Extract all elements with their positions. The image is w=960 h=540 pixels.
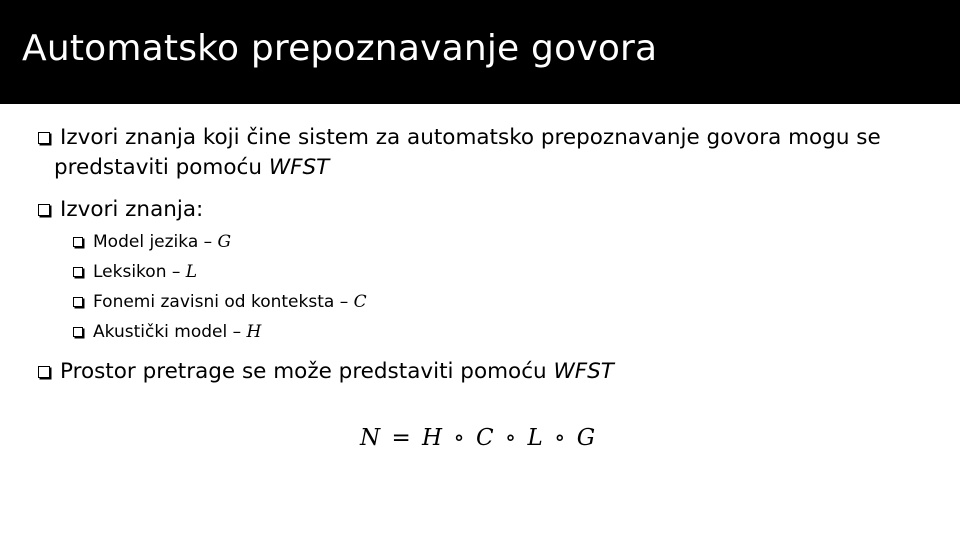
sub-bullet-symbol: C: [353, 292, 367, 312]
hollow-square-bullet-icon: [38, 132, 50, 144]
formula-term-h: H: [422, 425, 443, 451]
bullet-text-line-1: Izvori znanja koji čine sistem za automatsko prepoznavanje govora mogu se: [60, 125, 881, 150]
bullet-text: [60, 357, 614, 387]
formula-term-c: C: [476, 425, 494, 451]
sub-bullet-text: Leksikon –: [93, 262, 186, 282]
sub-bullet-text: Akustički model –: [93, 322, 247, 342]
formula-term-l: L: [527, 425, 543, 451]
hollow-square-bullet-icon: [73, 297, 83, 307]
sub-bullet-text: Fonemi zavisni od konteksta –: [93, 292, 354, 312]
sub-bullet-symbol: G: [217, 232, 232, 252]
formula-compose-op: ∘: [554, 425, 566, 451]
formula-compose-op: ∘: [453, 425, 465, 451]
bullet-text-line-2-plain: predstaviti pomoću: [54, 155, 269, 180]
slide-title: Automatsko prepoznavanje govora: [22, 28, 658, 69]
sub-bullet-symbol: L: [185, 262, 198, 282]
bullet-text-line-2: [54, 153, 329, 183]
hollow-square-bullet-icon: [73, 267, 83, 277]
formula-compose-op: ∘: [504, 425, 517, 451]
sub-bullet-symbol: H: [246, 322, 262, 342]
hollow-square-bullet-icon: [73, 237, 83, 247]
bullet-text-plain: Prostor pretrage se može predstaviti pomoću: [60, 359, 554, 384]
formula-equals: =: [391, 425, 411, 451]
bullet-text: Izvori znanja:: [60, 197, 204, 222]
bullet-text-line-2-wfst: WFST: [268, 155, 330, 180]
hollow-square-bullet-icon: [38, 366, 50, 378]
composition-formula: [360, 425, 595, 451]
hollow-square-bullet-icon: [73, 327, 83, 337]
formula-lhs: N: [360, 425, 381, 451]
bullet-text-wfst: WFST: [553, 359, 614, 384]
hollow-square-bullet-icon: [38, 204, 50, 216]
sub-bullet-text: Model jezika –: [93, 232, 218, 252]
formula-term-g: G: [576, 425, 596, 451]
